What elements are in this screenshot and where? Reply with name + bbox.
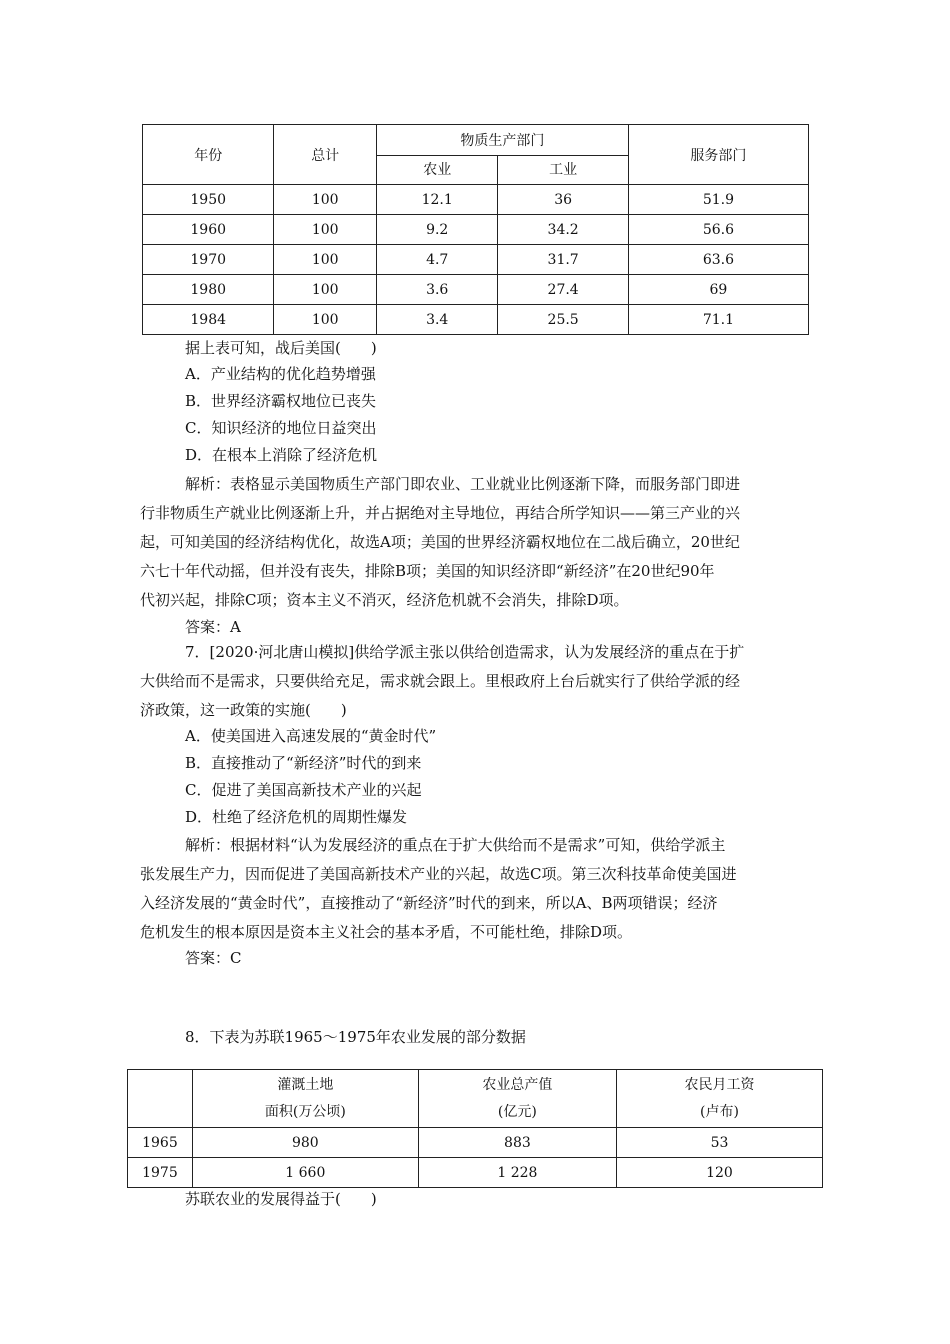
q7-stem: 7．[2020·河北唐山模拟]供给学派主张以供给创造需求，认为发展经济的重点在于扩 大供给而不是需求，只要供给充足，需求就会跟上。里根政府上台后就实行了供给学派的经 济政策，这一政策的实施( ) [140, 643, 745, 719]
header-irrigated-land: 灌溉土地 面积(万公顷) [192, 1070, 418, 1128]
q6-stem: 据上表可知，战后美国( ) [185, 339, 377, 357]
q6-option-a: A．产业结构的优化趋势增强 [185, 365, 376, 383]
table-row: 1970 100 4.7 31.7 63.6 [143, 245, 809, 275]
q6-option-c: C．知识经济的地位日益突出 [185, 419, 377, 437]
table-row: 1980 100 3.6 27.4 69 [143, 275, 809, 305]
header-industry: 工业 [498, 155, 628, 185]
q8-stem: 8．下表为苏联1965～1975年农业发展的部分数据 [185, 1028, 526, 1046]
header-total: 总计 [274, 125, 377, 185]
header-material-group: 物质生产部门 [376, 125, 628, 155]
header-year: 年份 [143, 125, 274, 185]
table-row: 1950 100 12.1 36 51.9 [143, 185, 809, 215]
q7-option-c: C．促进了美国高新技术产业的兴起 [185, 781, 422, 799]
header-agriculture: 农业 [376, 155, 497, 185]
table-row: 1960 100 9.2 34.2 56.6 [143, 215, 809, 245]
header-output-value: 农业总产值 (亿元) [418, 1070, 616, 1128]
q7-option-a: A．使美国进入高速发展的“黄金时代” [185, 727, 437, 745]
q7-option-b: B．直接推动了“新经济”时代的到来 [185, 754, 422, 772]
table-row: 1965 980 883 53 [128, 1128, 823, 1158]
header-monthly-wage: 农民月工资 (卢布) [616, 1070, 822, 1128]
header-blank [128, 1070, 193, 1128]
q6-answer: 答案：A [185, 618, 241, 636]
table-row: 1975 1 660 1 228 120 [128, 1158, 823, 1188]
q8-question: 苏联农业的发展得益于( ) [185, 1190, 377, 1208]
q6-option-b: B．世界经济霸权地位已丧失 [185, 392, 377, 410]
employment-structure-table [142, 124, 809, 335]
q7-analysis: 解析：根据材料“认为发展经济的重点在于扩大供给而不是需求”可知，供给学派主 张发展生产力，因而促进了美国高新技术产业的兴起，故选C项。第三次科技革命使美国进 入经济发展的“黄金时代”，直接推动了“新经济”时代的到来，所以A、B两项错误；经济 危机发生的根本原因是资本主义社会的基本矛盾，不可能杜绝，排除D项。 [140, 836, 737, 941]
q6-analysis: 解析：表格显示美国物质生产部门即农业、工业就业比例逐渐下降，而服务部门即进 行非物质生产就业比例逐渐上升，并占据绝对主导地位，再结合所学知识——第三产业的兴 起，可知美国的经济结构优化，故选A项；美国的世界经济霸权地位在二战后确立，20世纪 六七十年代动摇，但并没有丧失，排除B项；美国的知识经济即“新经济”在20世纪90年 代初兴起，排除C项；资本主义不消灭，经济危机就不会消失，排除D项。 [140, 475, 741, 609]
q7-answer: 答案：C [185, 949, 242, 967]
q6-option-d: D．在根本上消除了经济危机 [185, 446, 378, 464]
table-row: 1984 100 3.4 25.5 71.1 [143, 305, 809, 335]
header-service: 服务部门 [628, 125, 808, 185]
soviet-agriculture-table [127, 1069, 823, 1188]
q7-option-d: D．杜绝了经济危机的周期性爆发 [185, 808, 408, 826]
